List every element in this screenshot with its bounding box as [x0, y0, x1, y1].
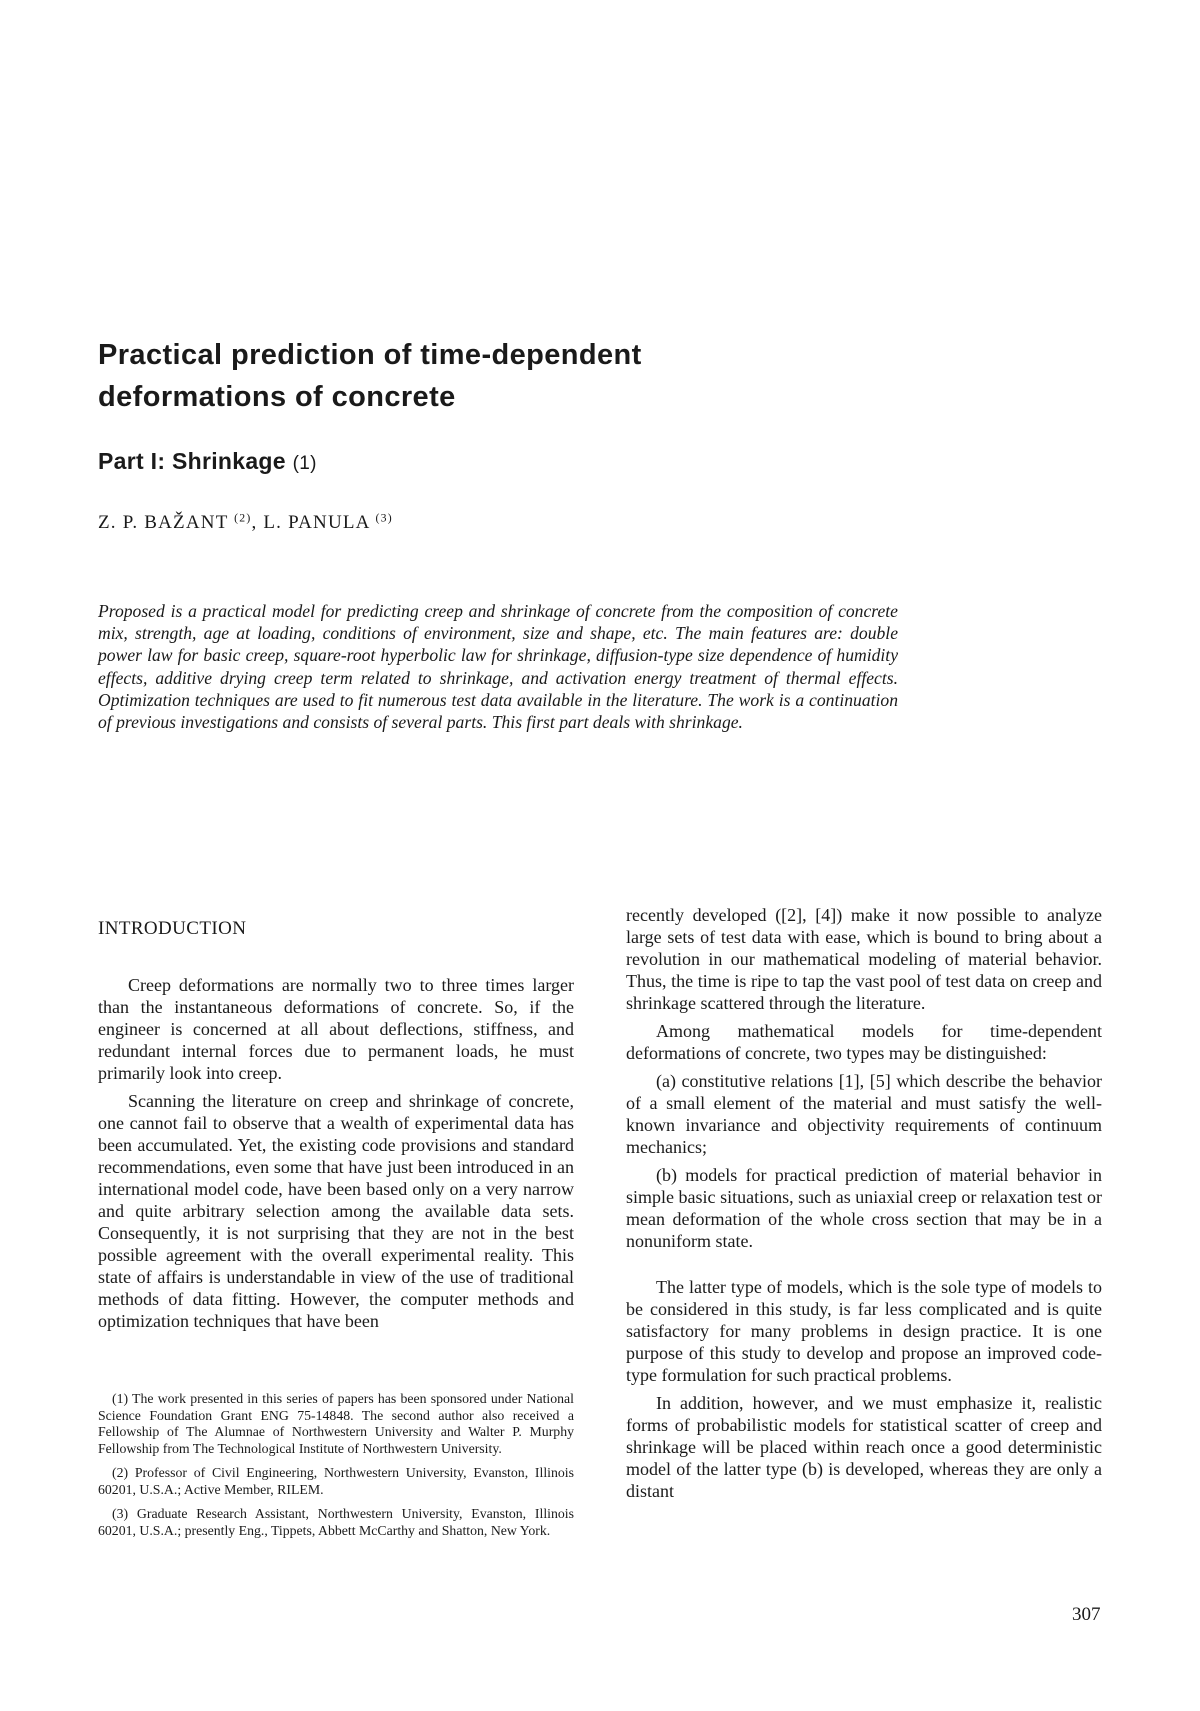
body-paragraph: Among mathematical models for time-dependent deformations of concrete, two types may be distinguished:	[626, 1021, 1102, 1063]
body-paragraph: In addition, however, and we must emphasize it, realistic forms of probabilistic models for statistical scatter of creep and shrinkage will be placed within reach once a good deterministic model of the latter type (b) is developed, whereas they are only a distant	[626, 1393, 1102, 1501]
footnote-2: (2) Professor of Civil Engineering, Northwestern University, Evanston, Illinois 60201, U.S.A.; Active Member, RILEM.	[98, 1465, 574, 1497]
author-1-footnote-mark: (2)	[234, 511, 252, 525]
section-heading-introduction: INTRODUCTION	[98, 918, 247, 939]
body-paragraph-item-a: (a) constitutive relations [1], [5] which describe the behavior of a small element of the material and must satisfy the well-known invariance and objectivity requirements of continuum mechanics;	[626, 1071, 1102, 1157]
author-1-name: Z. P. BAŽANT	[98, 512, 229, 533]
title-line-1: Practical prediction of time-dependent	[98, 339, 642, 371]
body-paragraph: Scanning the literature on creep and shrinkage of concrete, one cannot fail to observe that a wealth of experimental data has been accumulated. Yet, the existing code provisions and standard recommendations, even some that have just been introduced in an international model code, have been based only on a very narrow and quite arbitrary selection among the available data sets. Consequently, it is not surprising that they are not in the best possible agreement with the overall experimental reality. This state of affairs is understandable in view of the use of traditional methods of data fitting. However, the computer methods and optimization techniques that have been	[98, 1091, 574, 1331]
right-column	[626, 904, 1102, 1508]
body-paragraph: recently developed ([2], [4]) make it now possible to analyze large sets of test data with ease, which is bound to bring about a revolution in our mathematical modeling of material behavior. Thus, the time is ripe to tap the vast pool of test data on creep and shrinkage scattered through the literature.	[626, 905, 1102, 1013]
body-paragraph: The latter type of models, which is the sole type of models to be considered in this study, is far less complicated and is quite satisfactory for many problems in design practice. It is one purpose of this study to develop and propose an improved code-type formulation for such practical problems.	[626, 1277, 1102, 1385]
author-2-name: L. PANULA	[263, 512, 370, 533]
subtitle-footnote-mark: (1)	[292, 453, 317, 474]
title-line-2: deformations of concrete	[98, 381, 456, 413]
footnote-1: (1) The work presented in this series of papers has been sponsored under National Science Foundation Grant ENG 75-14848. The second author also received a Fellowship of The Alumnae of Northwestern University and Walter P. Murphy Fellowship from The Technological Institute of Northwestern University.	[98, 1391, 574, 1456]
author-2-footnote-mark: (3)	[375, 511, 393, 525]
subtitle-text: Part I: Shrinkage	[98, 448, 286, 474]
page-number: 307	[1072, 1604, 1101, 1625]
paper-title	[98, 334, 998, 418]
body-paragraph: Creep deformations are normally two to three times larger than the instantaneous deformations of concrete. So, if the engineer is concerned at all about deflections, stiffness, and redundant internal forces due to permanent loads, he must primarily look into creep.	[98, 975, 574, 1083]
body-paragraph-item-b: (b) models for practical prediction of material behavior in simple basic situations, such as uniaxial creep or relaxation test or mean deformation of the whole cross section that may be in a nonuniform state.	[626, 1165, 1102, 1251]
author-line: Z. P. BAŽANT $^{(2)}$, L. PANULA $^{(3)}$	[98, 511, 393, 533]
left-column	[98, 904, 574, 1338]
paper-subtitle	[98, 448, 317, 475]
abstract: Proposed is a practical model for predicting creep and shrinkage of concrete from the composition of concrete mix, strength, age at loading, conditions of environment, size and shape, etc. The main features are: double power law for basic creep, square-root hyperbolic law for shrinkage, diffusion-type size dependence of humidity effects, additive drying creep term related to shrinkage, and activation energy treatment of thermal effects. Optimization techniques are used to fit numerous test data available in the literature. The work is a continuation of previous investigations and consists of several parts. This first part deals with shrinkage.	[98, 601, 898, 733]
footnotes	[98, 1391, 574, 1547]
footnote-3: (3) Graduate Research Assistant, Northwestern University, Evanston, Illinois 60201, U.S.A.; presently Eng., Tippets, Abbett McCarthy and Shatton, New York.	[98, 1506, 574, 1538]
